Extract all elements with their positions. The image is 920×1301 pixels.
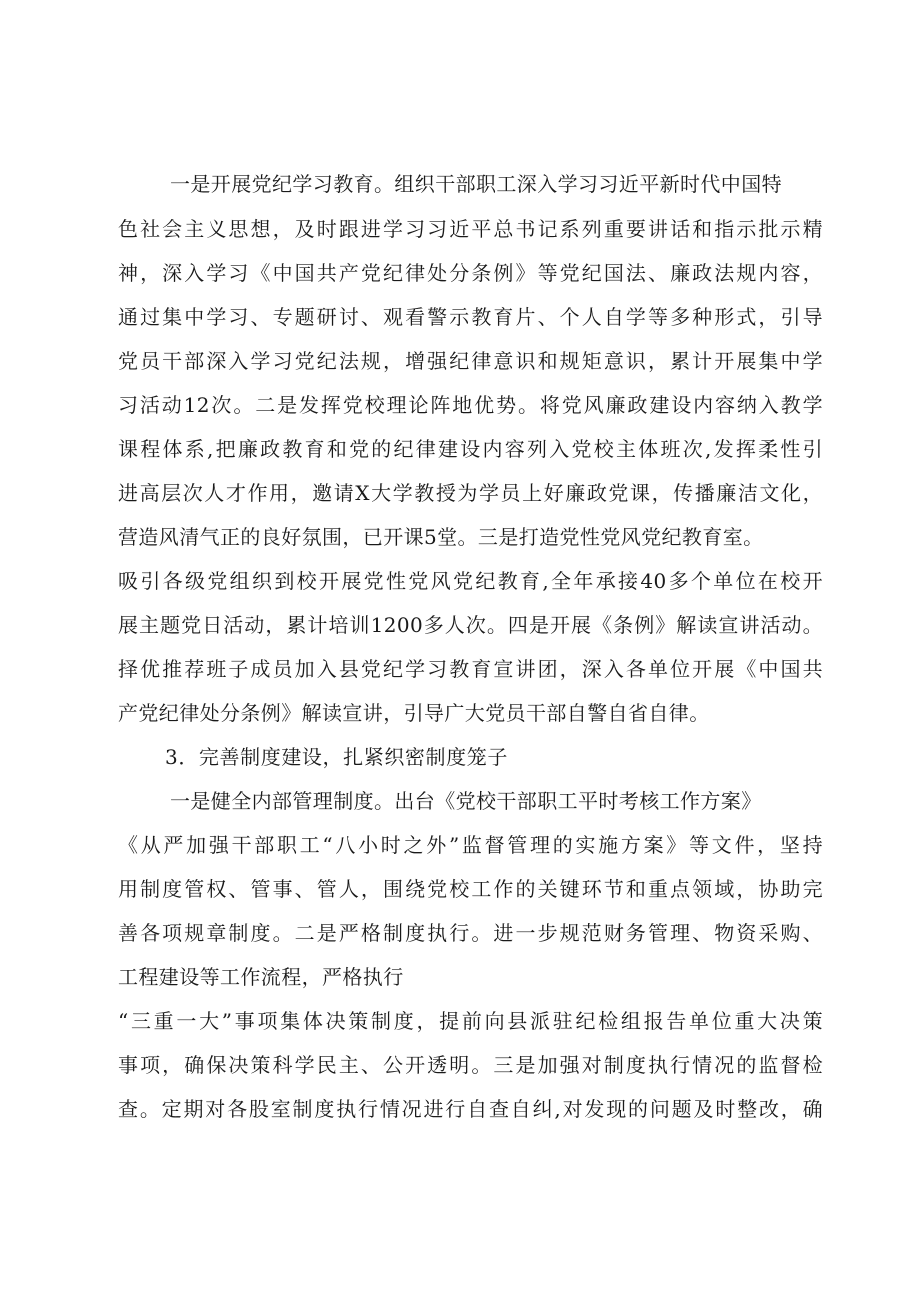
paragraph-line-5: 党员干部深入学习党纪法规，增强纪律意识和规矩意识，累计开展集中学 — [118, 349, 823, 373]
paragraph-line-18: 工程建设等工作流程，严格执行 — [118, 965, 404, 989]
paragraph-line-17: 善各项规章制度。二是严格制度执行。进一步规范财务管理、物资采购、 — [118, 921, 823, 945]
paragraph-line-21: 查。定期对各股室制度执行情况进行自查自纠,对发现的问题及时整改，确 — [118, 1097, 823, 1121]
paragraph-line-8: 进高层次人才作用，邀请X大学教授为学员上好廉政党课，传播廉洁文化， — [118, 481, 823, 505]
paragraph-line-13: 产党纪律处分条例》解读宣讲，引导广大党员干部自警自省自律。 — [118, 701, 710, 725]
paragraph-line-14: 一是健全内部管理制度。出台《党校干部职工平时考核工作方案》 — [170, 789, 762, 813]
paragraph-line-1: 一是开展党纪学习教育。组织干部职工深入学习习近平新时代中国特 — [170, 172, 782, 196]
paragraph-line-16: 用制度管权、管事、管人，围绕党校工作的关键环节和重点领域，协助完 — [118, 877, 823, 901]
paragraph-line-15: 《从严加强干部职工“八小时之外”监督管理的实施方案》等文件，坚持 — [118, 833, 823, 857]
section-heading: 3．完善制度建设，扎紧织密制度笼子 — [165, 745, 508, 769]
paragraph-line-4: 通过集中学习、专题研讨、观看警示教育片、个人自学等多种形式，引导 — [118, 305, 823, 329]
paragraph-line-7: 课程体系,把廉政教育和党的纪律建设内容列入党校主体班次,发挥柔性引 — [118, 437, 823, 461]
paragraph-line-2: 色社会主义思想，及时跟进学习习近平总书记系列重要讲话和指示批示精 — [118, 217, 823, 241]
paragraph-line-10: 吸引各级党组织到校开展党性党风党纪教育,全年承接40多个单位在校开 — [118, 569, 823, 593]
paragraph-line-3: 神，深入学习《中国共产党纪律处分条例》等党纪国法、廉政法规内容， — [118, 261, 823, 285]
paragraph-line-9: 营造风清气正的良好氛围，已开课5堂。三是打造党性党风党纪教育室。 — [118, 525, 764, 549]
paragraph-line-20: 事项，确保决策科学民主、公开透明。三是加强对制度执行情况的监督检 — [118, 1053, 823, 1077]
paragraph-line-6: 习活动12次。二是发挥党校理论阵地优势。将党风廉政建设内容纳入教学 — [118, 393, 823, 417]
paragraph-line-19: “三重一大”事项集体决策制度，提前向县派驻纪检组报告单位重大决策 — [118, 1009, 823, 1033]
paragraph-line-12: 择优推荐班子成员加入县党纪学习教育宣讲团，深入各单位开展《中国共 — [118, 657, 823, 681]
paragraph-line-11: 展主题党日活动，累计培训1200多人次。四是开展《条例》解读宣讲活动。 — [118, 613, 823, 637]
